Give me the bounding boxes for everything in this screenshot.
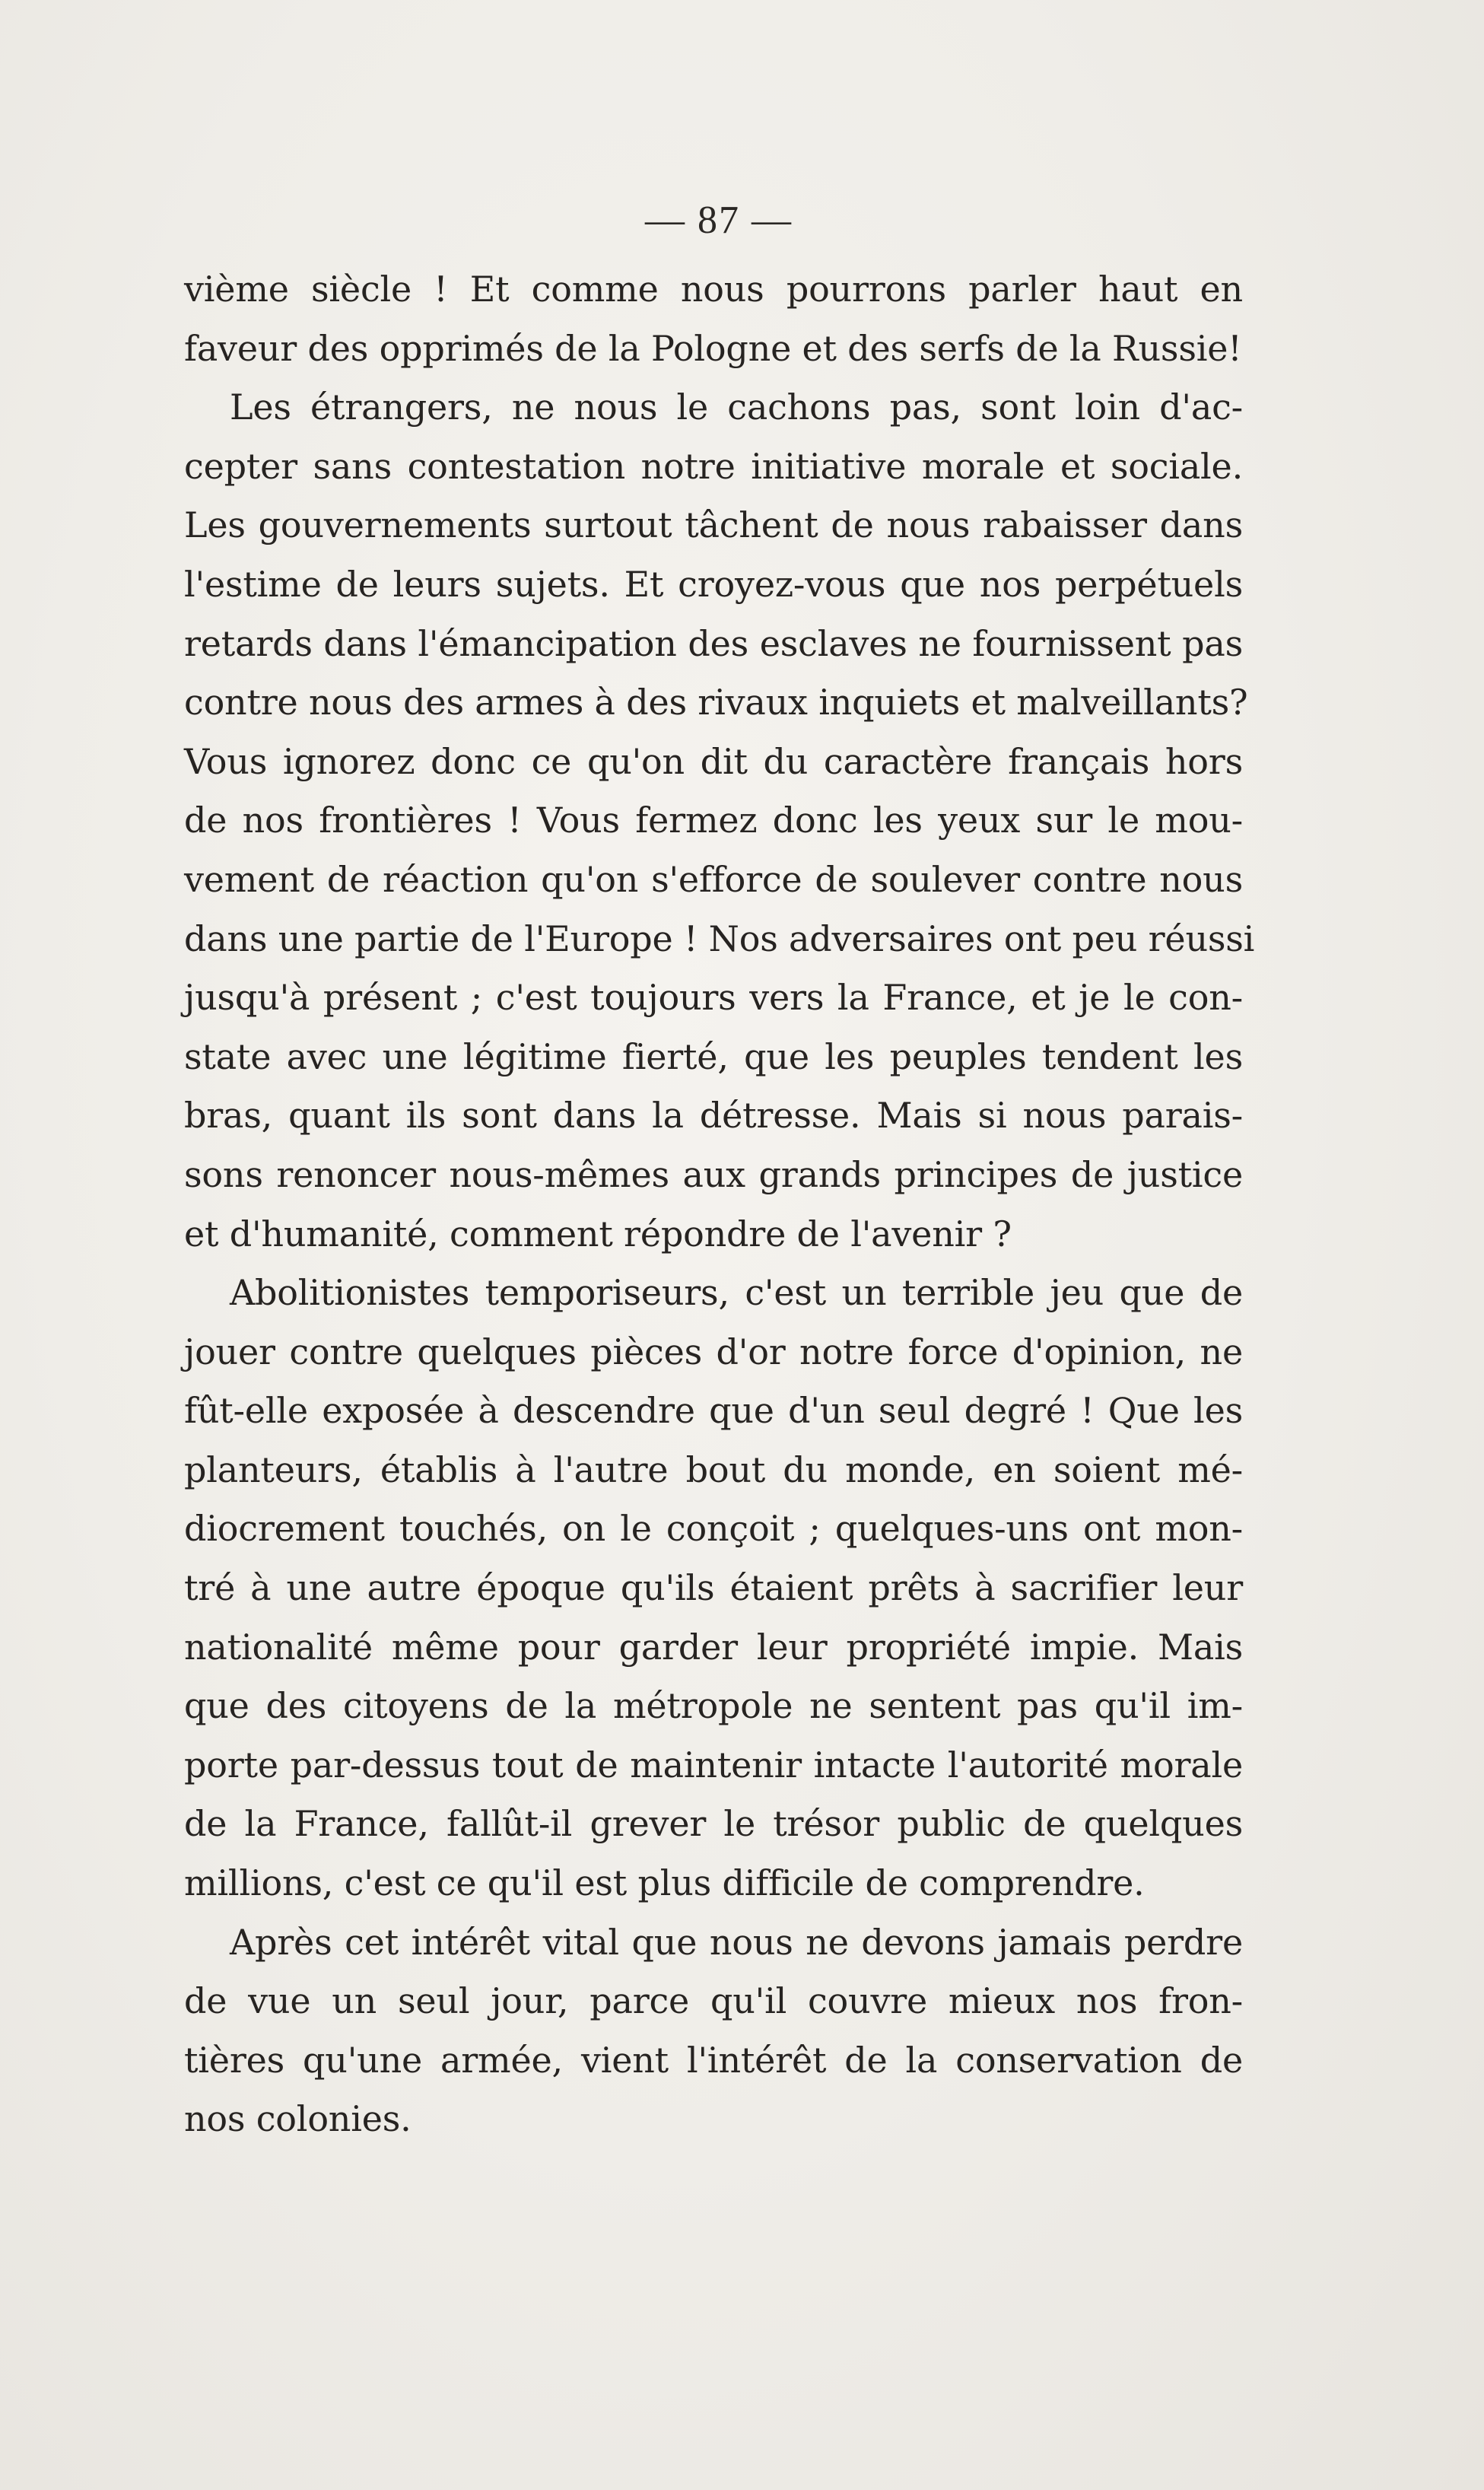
text-line: porte par-dessus tout de maintenir intacte l'autorité morale [184,1744,1243,1786]
body-text [184,260,1255,2149]
text-line: de nos frontières ! Vous fermez donc les yeux sur le mou- [184,800,1243,841]
paragraph-start-line: Après cet intérêt vital que nous ne devons jamais perdre [230,1921,1243,1963]
text-line: jouer contre quelques pièces d'or notre force d'opinion, ne [184,1331,1243,1372]
text-line: cepter sans contestation notre initiative morale et sociale. [184,445,1243,487]
text-line: Les gouvernements surtout tâchent de nous rabaisser dans [184,504,1243,546]
text-line: et d'humanité, comment répondre de l'avenir ? [184,1213,1012,1255]
text-line: tières qu'une armée, vient l'intérêt de la conservation de [184,2039,1243,2081]
text-line: bras, quant ils sont dans la détresse. Mais si nous parais- [184,1095,1243,1137]
text-line: nationalité même pour garder leur propriété impie. Mais [184,1626,1243,1668]
text-line: faveur des opprimés de la Pologne et des serfs de la Russie! [184,327,1242,369]
text-line: fût-elle exposée à descendre que d'un seul degré ! Que les [184,1390,1243,1432]
page-number: — 87 — [645,199,793,242]
text-line: sons renoncer nous-mêmes aux grands principes de justice [184,1153,1243,1195]
text-line: vement de réaction qu'on s'efforce de soulever contre nous [184,858,1243,900]
text-line: diocrement touchés, on le conçoit ; quelques-uns ont mon- [184,1508,1243,1550]
text-line: contre nous des armes à des rivaux inquiets et malveillants? [184,682,1248,723]
text-line: que des citoyens de la métropole ne sentent pas qu'il im- [184,1685,1243,1727]
text-line: de la France, fallût-il grever le trésor public de quelques [184,1803,1243,1845]
text-line: millions, c'est ce qu'il est plus difficile de comprendre. [184,1862,1145,1904]
text-line: de vue un seul jour, parce qu'il couvre mieux nos fron- [184,1980,1243,2022]
text-line: state avec une légitime fierté, que les peuples tendent les [184,1035,1243,1077]
text-line: nos colonies. [184,2098,412,2140]
text-line: retards dans l'émancipation des esclaves ne fournissent pas [184,622,1243,664]
text-line: Vous ignorez donc ce qu'on dit du caractère français hors [184,740,1243,782]
paragraph-start-line: Abolitionistes temporiseurs, c'est un terrible jeu que de [230,1272,1243,1314]
text-line: jusqu'à présent ; c'est toujours vers la France, et je le con- [184,977,1243,1019]
text-line: tré à une autre époque qu'ils étaient prêts à sacrifier leur [184,1567,1243,1609]
text-line: vième siècle ! Et comme nous pourrons parler haut en [184,269,1243,310]
paragraph-start-line: Les étrangers, ne nous le cachons pas, sont loin d'ac- [230,386,1243,428]
text-line: dans une partie de l'Europe ! Nos adversaires ont peu réussi [184,917,1255,959]
text-line: planteurs, établis à l'autre bout du monde, en soient mé- [184,1449,1243,1490]
text-line: l'estime de leurs sujets. Et croyez-vous que nos perpétuels [184,563,1243,605]
